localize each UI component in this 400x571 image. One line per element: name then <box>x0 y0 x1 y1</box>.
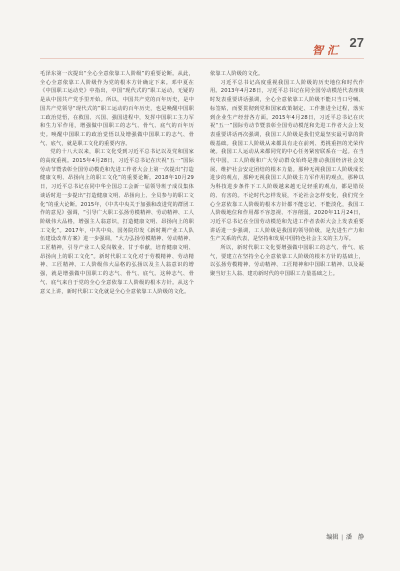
left-column <box>40 70 194 530</box>
editor-label: 编辑 <box>326 535 339 541</box>
section-label: 智 汇 <box>312 44 338 57</box>
page-header <box>40 34 364 57</box>
paragraph: 毛泽东第一次提出“全心全意依靠工人阶级”的重要论断。从此，全心全意依靠工人阶级作为党的根本方针确定下来。邓中夏在《中国职工运动史》中指出，中国“现代式的”职工运动，无疑的是从中国共产党手里开始。所以，中国共产党的百年历史，是中国共产党领导“现代式的”职工运动的百年历史，也是唤醒中国职工政治觉悟，在救国、兴国、强国进程中，发挥中国职工主力军和生力军作用，增强做中国职工的志气、骨气、底气的百年历史。唤醒中国职工的政治觉悟以及增强做中国职工的志气、骨气、底气，就是职工文化的重要内容。 <box>40 71 194 147</box>
paragraph: 党的十八大以来，职工文化受到习近平总书记以及党和国家的高度重视。2015年4月28日，习近平总书记在庆祝“五一”国际劳动节暨表彰全国劳动模范和先进工作者大会上第一次提出“打造健康文明、昂扬向上的职工文化”的重要论断。2018年10月29日，习近平总书记在同中华全国总工会新一届领导班子成员集体谈话时进一步提出“打造健康文明、昂扬向上、全员参与的职工文化”的重大论断。2015年，《中共中央关于加强和改进党的群团工作的意见》强调，“引导广大职工弘扬劳模精神、劳动精神、工人阶级伟大品格，增强主人翁意识，打造健康文明、昂扬向上的职工文化”。2017年，中共中央、国务院印发《新时期产业工人队伍建设改革方案》进一步强调，“大力弘扬劳模精神、劳动精神、工匠精神，引导产业工人爱岗敬业、甘于奉献，培育健康文明、昂扬向上的职工文化”。新时代职工文化对于劳模精神、劳动精神、工匠精神、工人阶级伟大品格的弘扬以及主人翁意识的增强，就是增强做中国职工的志气、骨气、底气。这种志气、骨气、底气来自于党的全心全意依靠工人阶级的根本方针。从这个意义上讲，新时代职工文化就是全心全意依靠工人阶级的文化。 <box>40 149 194 295</box>
article-body <box>40 70 364 530</box>
paragraph: 依靠工人阶级的文化。 <box>210 71 264 77</box>
editor-credit: 编辑 | 潘 静 <box>326 535 364 541</box>
paragraph: 习近平总书记高度重视我国工人阶级的历史地位和时代作用。2013年4月28日，习近平总书记在同全国劳动模范代表座谈时发表重要讲话强调，全心全意依靠工人阶级不能只当口号喊、标签贴，而要贯彻到党和国家政策制定、工作推进全过程，落实到企业生产经营各方面。2015年4月28日，习近平总书记在庆祝“五一”国际劳动节暨表彰全国劳动模范和先进工作者大会上发表重要讲话再次强调，我国工人阶级是我们党最坚实最可靠的阶级基础。我国工人阶级从来都具有走在前列、勇挑重担的光荣传统。我国工人运动从来都同党的中心任务紧密联系在一起。在当代中国，工人阶级和广大劳动群众始终是推动我国经济社会发展、维护社会安定团结的根本力量。那种无视我国工人阶级成长进步的观点，那种无视我国工人阶级主力军作用的观点，那种以为科技进步条件下工人阶级越来越无足轻重的观点，都是错误的、有害的。不论时代怎样发展，不论社会怎样变化，我们党全心全意依靠工人阶级的根本方针都不能忘记、不能淡化，我国工人阶级地位和作用都不容忽视、不容削弱。2020年11月24日，习近平总书记在全国劳动模范和先进工作者表彰大会上发表重要讲话进一步强调，工人阶级是我国的领导阶级，是先进生产力和生产关系的代表，是坚持和发展中国特色社会主义的主力军。 <box>210 79 364 243</box>
editor-name: 潘 静 <box>345 535 364 541</box>
header-divider <box>40 58 364 59</box>
page-number: 27 <box>349 35 364 50</box>
paragraph: 所以，新时代职工文化要增强做中国职工的志气、骨气、底气，要建立在坚持全心全意依靠工人阶级的根本方针的基础上，以弘扬劳模精神、劳动精神、工匠精神和中国职工精神、以及凝聚当好主人翁、建功新时代的中国职工力量基础之上。 <box>210 245 364 278</box>
right-column <box>210 70 364 530</box>
